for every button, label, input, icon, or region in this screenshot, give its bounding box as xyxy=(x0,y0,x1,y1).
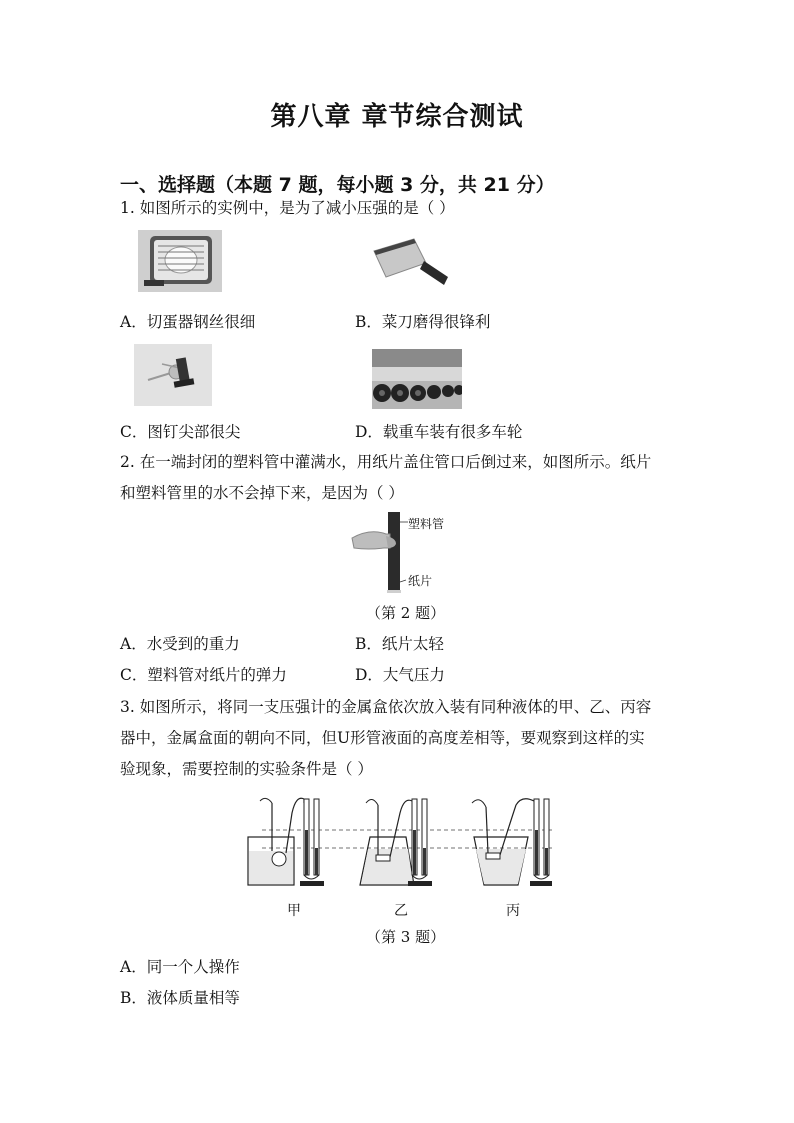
egg-slicer-image xyxy=(138,230,222,292)
pressure-gauge-figure xyxy=(242,793,558,896)
container-yi xyxy=(360,799,432,886)
thumbtack-image xyxy=(134,344,212,406)
q1-stem: 1. 如图所示的实例中，是为了减小压强的是（ ） xyxy=(120,199,455,217)
container-bing xyxy=(472,799,552,886)
cleaver-image xyxy=(370,237,452,293)
q3-label-bing: 丙 xyxy=(506,903,520,919)
q3-stem-line-3: 验现象，需要控制的实验条件是（ ） xyxy=(120,760,373,778)
q2-option-b: B．纸片太轻 xyxy=(355,635,444,653)
q3-label-jia: 甲 xyxy=(287,903,301,919)
q2-label-paper: 纸片 xyxy=(408,574,433,588)
q3-label-yi: 乙 xyxy=(394,903,408,919)
q3-option-b: B．液体质量相等 xyxy=(120,989,240,1007)
q2-stem-line-2: 和塑料管里的水不会掉下来，是因为（ ） xyxy=(120,484,404,502)
q1-option-c: C．图钉尖部很尖 xyxy=(120,423,241,441)
q3-stem-line-1: 3. 如图所示，将同一支压强计的金属盒依次放入装有同种液体的甲、乙、丙容 xyxy=(120,698,652,716)
q3-option-a: A．同一个人操作 xyxy=(120,958,240,976)
q1-option-d: D．载重车装有很多车轮 xyxy=(355,423,523,441)
q1-option-b: B．菜刀磨得很锋利 xyxy=(355,313,491,331)
q2-caption: （第 2 题） xyxy=(366,604,446,622)
q2-label-tube: 塑料管 xyxy=(408,517,445,531)
heavy-truck-image xyxy=(372,349,462,409)
q1-option-a: A．切蛋器钢丝很细 xyxy=(120,313,256,331)
page-title: 第八章 章节综合测试 xyxy=(270,102,524,132)
q2-stem-line-1: 2. 在一端封闭的塑料管中灌满水，用纸片盖住管口后倒过来，如图所示。纸片 xyxy=(120,453,652,471)
section-heading: 一、选择题（本题 7 题，每小题 3 分，共 21 分） xyxy=(120,174,555,196)
container-jia xyxy=(248,798,324,886)
q2-option-c: C．塑料管对纸片的弹力 xyxy=(120,666,287,684)
q2-option-d: D．大气压力 xyxy=(355,666,445,684)
q2-option-a: A．水受到的重力 xyxy=(120,635,240,653)
q3-stem-line-2: 器中，金属盒面的朝向不同，但U形管液面的高度差相等，要观察到这样的实 xyxy=(120,729,645,747)
q3-caption: （第 3 题） xyxy=(366,928,446,946)
